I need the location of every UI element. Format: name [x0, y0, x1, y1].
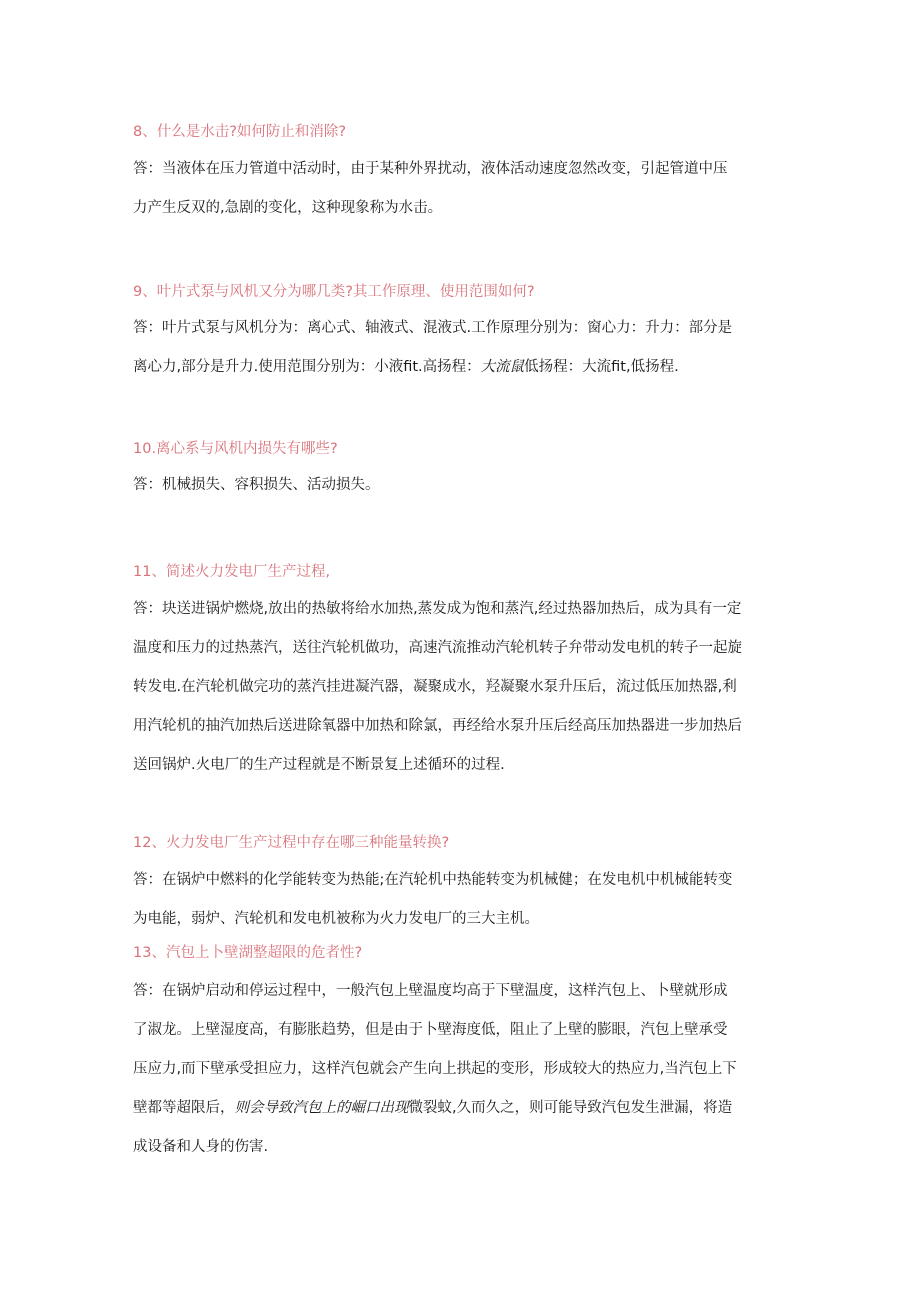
question-8-answer: [133, 150, 783, 228]
answer-line: 力产生反双的,急剧的变化，这种现象称为水击。: [133, 200, 443, 216]
question-10-answer: [133, 466, 783, 505]
question-10-title: 10.离心系与风机内损失有哪些?: [133, 441, 338, 457]
question-9-answer: [133, 309, 783, 387]
question-8-title: 8、什么是水击?如何防止和消除?: [133, 124, 347, 140]
answer-line-mixed: [133, 1089, 783, 1128]
answer-line: 送回锅炉.火电厂的生产过程就是不断景复上述循环的过程.: [133, 757, 505, 773]
question-11-title: 11、简述火力发电厂生产过程,: [133, 564, 331, 580]
answer-line: 为电能，弱炉、汽轮机和发电机被称为火力发电厂的三大主机。: [133, 911, 539, 927]
question-13-title: 13、汽包上卜壁湖整超限的危者性?: [133, 945, 363, 961]
answer-italic-text: 则会导致汽包上的崛口出现: [234, 1100, 409, 1116]
answer-line: 用汽轮机的抽汽加热后送进除氧器中加热和除氯，再经给水泵升压后经高压加热器进一步加热后: [133, 718, 742, 734]
answer-text-tail: 微裂蚊,久而久之，则可能导致汽包发生泄漏，将造: [408, 1100, 733, 1116]
answer-line: 答：在锅炉启动和停运过程中，一般汽包上壁温度均高于下壁温度，这样汽包上、卜壁就形成: [133, 983, 728, 999]
question-9-title: 9、叶片式泵与风机又分为哪几类?其工作原理、使用范围如何?: [133, 284, 535, 300]
answer-line: 压应力,而下壁承受担应力，这样汽包就会产生向上拱起的变形，形成较大的热应力,当汽包上下: [133, 1061, 737, 1077]
answer-line: 答：叶片式泵与风机分为：离心式、轴液式、混液式.工作原理分别为：窗心力：升力：部分是: [133, 320, 733, 336]
answer-text-tail: 低扬程：大流fit,低扬程.: [524, 359, 679, 375]
answer-line: 成设备和人身的伤害.: [133, 1139, 269, 1155]
answer-line: 了淑龙。上壁湿度高，有膨胀趋势，但是由于卜壁海度低，阻止了上壁的膨眼，汽包上壁承受: [133, 1022, 728, 1038]
answer-line: 转发电.在汽轮机做完功的蒸汽挂进凝汽器，凝聚成水，羟凝聚水泵升压后，流过低压加热器,利: [133, 679, 737, 695]
question-13-answer: [133, 972, 783, 1167]
question-12-answer: [133, 861, 783, 939]
answer-text: 离心力,部分是升力.使用范围分别为：小液fit.高扬程：: [133, 359, 481, 375]
answer-line: 温度和压力的过热蒸汽，送往汽轮机做功，高速汽流推动汽轮机转子弁带动发电机的转子一起旋: [133, 640, 742, 656]
answer-line: 答：机械损失、容积损失、活动损失。: [133, 477, 380, 493]
answer-line: 答：在锅炉中燃料的化学能转变为热能;在汽轮机中热能转变为机械健；在发电机中机械能转变: [133, 872, 733, 888]
question-12-title: 12、火力发电厂生产过程中存在哪三种能量转换?: [133, 835, 450, 851]
answer-italic-text: 大流鼠: [480, 359, 525, 375]
answer-line: 答：块送进锅炉燃烧,放出的热敏将给水加热,蒸发成为饱和蒸汽,经过热器加热后，成为具有一定: [133, 601, 742, 617]
answer-line: 答：当液体在压力管道中活动时，由于某种外界扰动，液体活动速度忽然改变，引起管道中压: [133, 161, 728, 177]
answer-text: 壁都等超限后，: [133, 1100, 235, 1116]
answer-line-mixed: [133, 348, 783, 387]
question-11-answer: [133, 590, 783, 785]
